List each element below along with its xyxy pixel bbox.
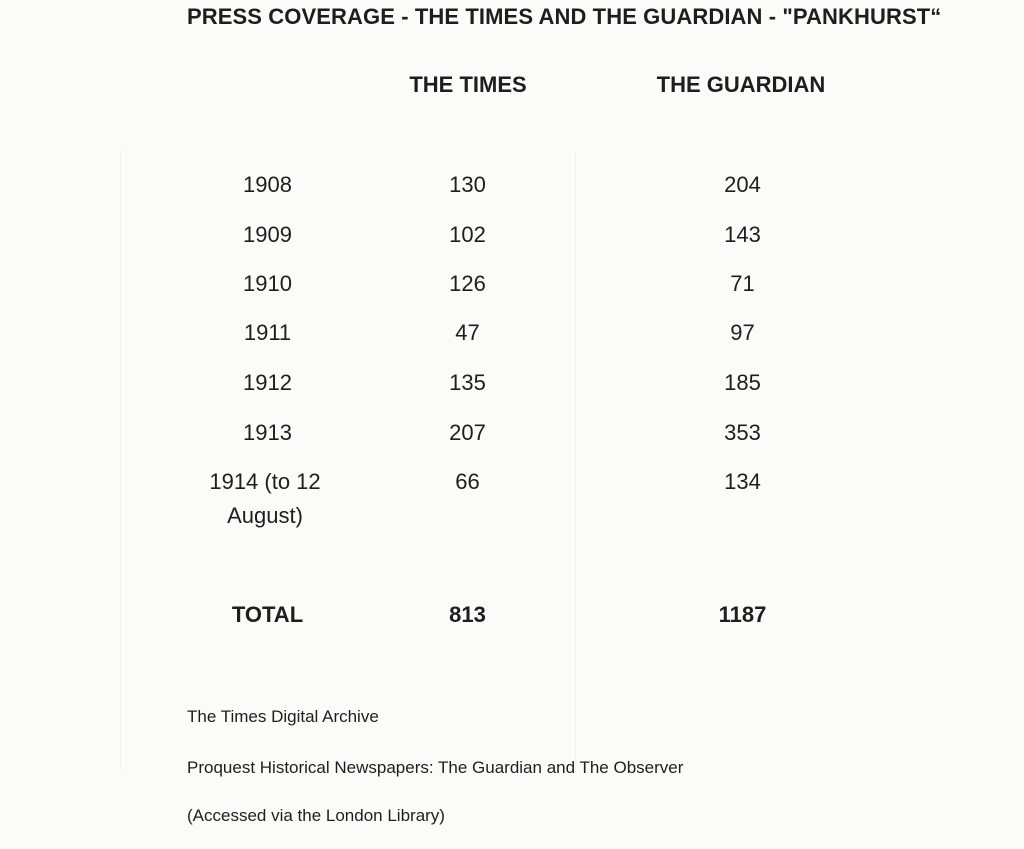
source-line: (Accessed via the London Library): [187, 806, 445, 825]
total-label: TOTAL: [231, 602, 304, 627]
row-guardian-count: 204: [724, 172, 761, 197]
column-header-times: THE TIMES: [409, 72, 527, 97]
row-year: 1908: [243, 172, 292, 197]
row-times-count: 47: [455, 320, 480, 345]
row-times-count: 126: [449, 271, 486, 296]
column-header-guardian: THE GUARDIAN: [656, 72, 826, 97]
row-year: 1910: [243, 271, 292, 296]
row-times-count: 66: [455, 469, 480, 494]
row-year: 1914 (to 12 August): [209, 469, 321, 528]
total-guardian-count: 1187: [718, 602, 767, 627]
row-times-count: 135: [449, 370, 486, 395]
row-guardian-count: 97: [730, 320, 755, 345]
scan-shadow-line: [120, 150, 121, 770]
row-year: 1911: [243, 320, 292, 345]
row-guardian-count: 143: [724, 222, 761, 247]
row-guardian-count: 185: [724, 370, 761, 395]
total-times-count: 813: [449, 602, 486, 627]
row-times-count: 102: [449, 222, 486, 247]
row-guardian-count: 353: [724, 420, 761, 445]
row-year: 1912: [243, 370, 292, 395]
row-year: 1913: [243, 420, 292, 445]
page-title: PRESS COVERAGE - THE TIMES AND THE GUARDIAN - "PANKHURST“: [187, 4, 942, 29]
row-guardian-count: 71: [730, 271, 755, 296]
source-line: The Times Digital Archive: [187, 707, 379, 726]
scan-shadow-line: [575, 150, 576, 770]
row-guardian-count: 134: [724, 469, 761, 494]
row-times-count: 130: [449, 172, 486, 197]
row-times-count: 207: [449, 420, 486, 445]
row-year: 1909: [243, 222, 292, 247]
source-line: Proquest Historical Newspapers: The Guardian and The Observer: [187, 758, 684, 777]
